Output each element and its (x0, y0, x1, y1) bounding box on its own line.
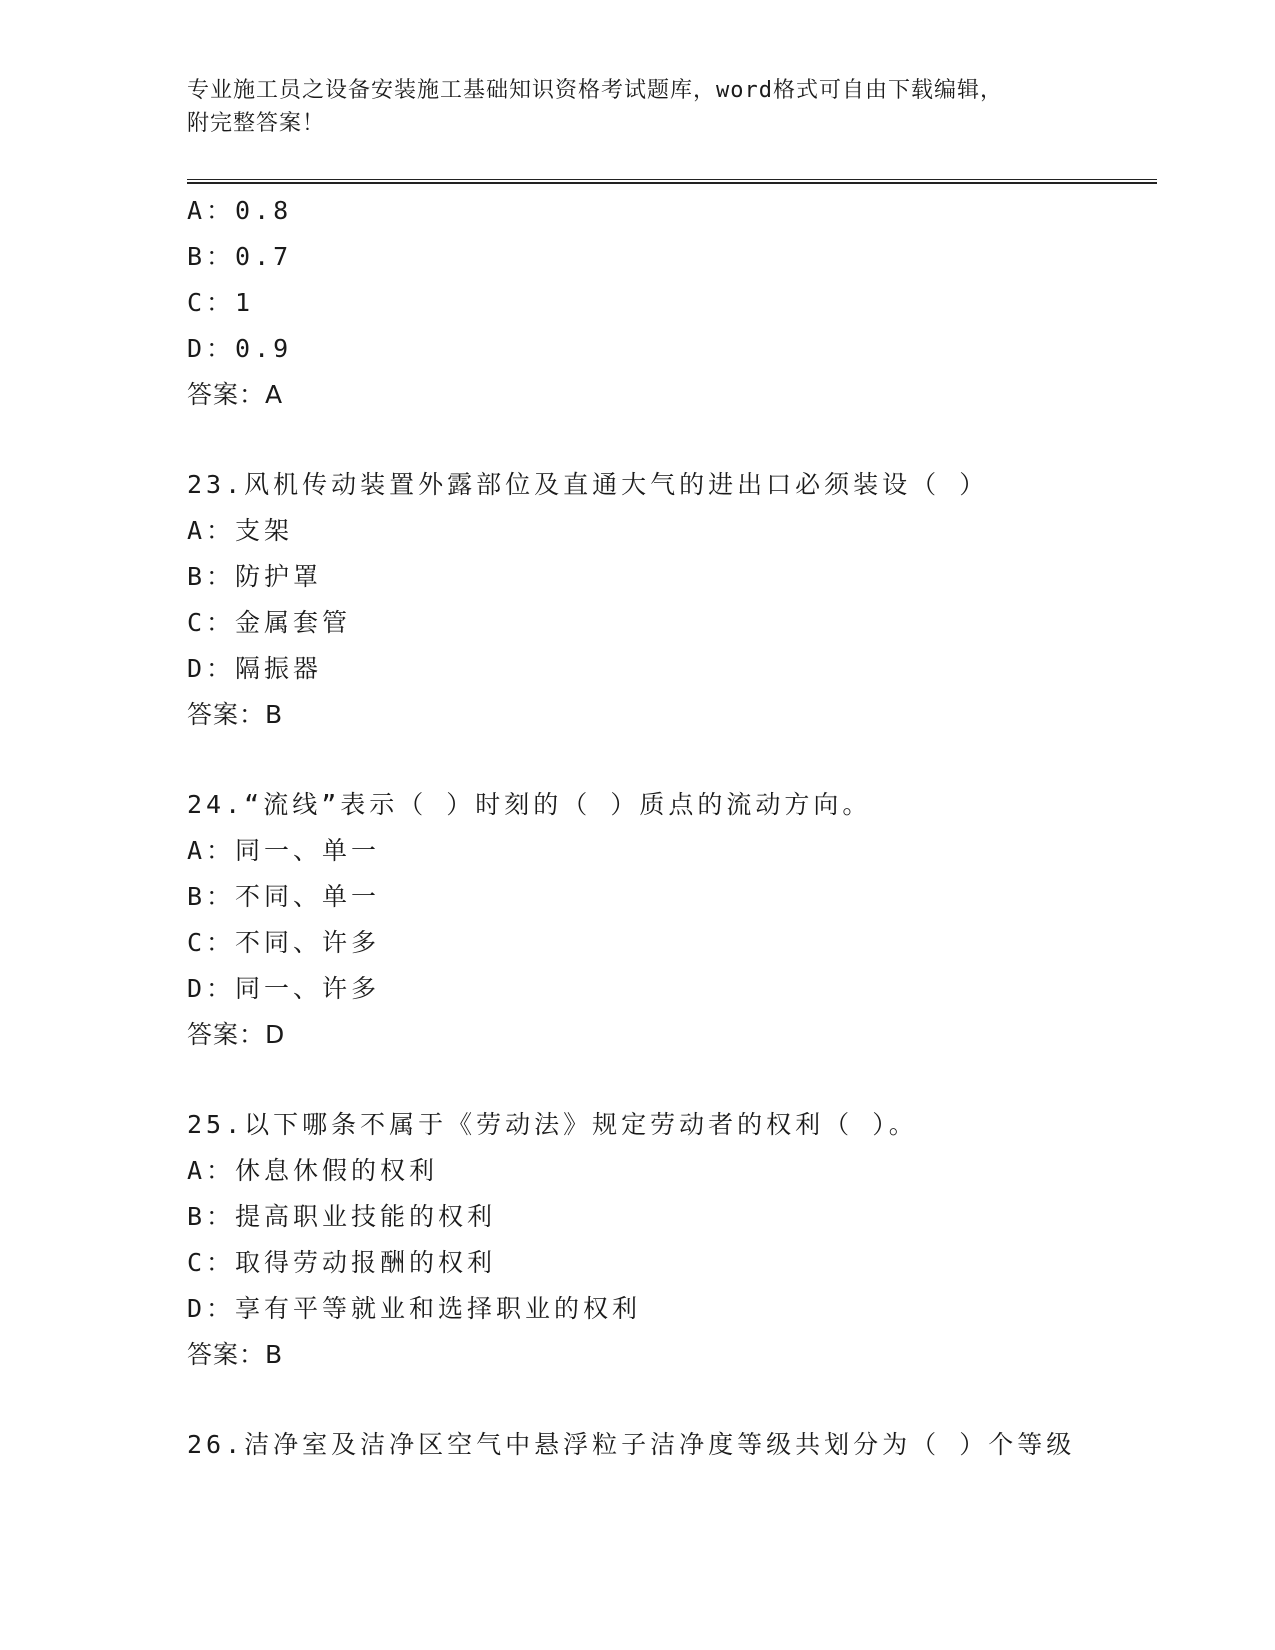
option-b: B：防护罩 (187, 562, 323, 591)
option-c: C：金属套管 (187, 608, 352, 637)
option-d: D：隔振器 (187, 654, 323, 683)
header-divider (187, 179, 1157, 184)
spacer (187, 738, 1157, 782)
spacer (187, 1378, 1157, 1422)
option-b: B：0.7 (187, 242, 293, 271)
option-d: D：0.9 (187, 334, 293, 363)
option-d: D：同一、许多 (187, 974, 381, 1003)
question-list (187, 188, 1157, 1468)
answer-line: 答案：D (187, 1020, 286, 1049)
question-23 (187, 462, 1157, 738)
option-a: A：同一、单一 (187, 836, 381, 865)
option-b: B：不同、单一 (187, 882, 381, 911)
option-a: A：休息休假的权利 (187, 1156, 439, 1185)
question-stem: 24.“流线”表示（ ）时刻的（ ）质点的流动方向。 (187, 790, 872, 819)
question-22-continuation (187, 188, 1157, 418)
header-line-1: 专业施工员之设备安装施工基础知识资格考试题库，word格式可自由下载编辑， (187, 78, 1003, 103)
question-26 (187, 1422, 1157, 1468)
question-stem: 25.以下哪条不属于《劳动法》规定劳动者的权利（ ）。 (187, 1110, 918, 1139)
question-stem: 23.风机传动装置外露部位及直通大气的进出口必须装设（ ） (187, 470, 989, 499)
option-b: B：提高职业技能的权利 (187, 1202, 497, 1231)
answer-line: 答案：B (187, 700, 284, 729)
option-d: D：享有平等就业和选择职业的权利 (187, 1294, 642, 1323)
option-a: A：支架 (187, 516, 294, 545)
option-c: C：取得劳动报酬的权利 (187, 1248, 497, 1277)
answer-line: 答案：B (187, 1340, 284, 1369)
header-line-2: 附完整答案！ (187, 111, 326, 136)
option-a: A：0.8 (187, 196, 293, 225)
question-stem: 26.洁净室及洁净区空气中悬浮粒子洁净度等级共划分为（ ）个等级 (187, 1430, 1076, 1459)
option-c: C：不同、许多 (187, 928, 381, 957)
document-page (187, 0, 1157, 1650)
document-header (187, 74, 1087, 140)
spacer (187, 1058, 1157, 1102)
spacer (187, 418, 1157, 462)
question-25 (187, 1102, 1157, 1378)
question-24 (187, 782, 1157, 1058)
option-c: C：1 (187, 288, 255, 317)
answer-line: 答案：A (187, 380, 284, 409)
